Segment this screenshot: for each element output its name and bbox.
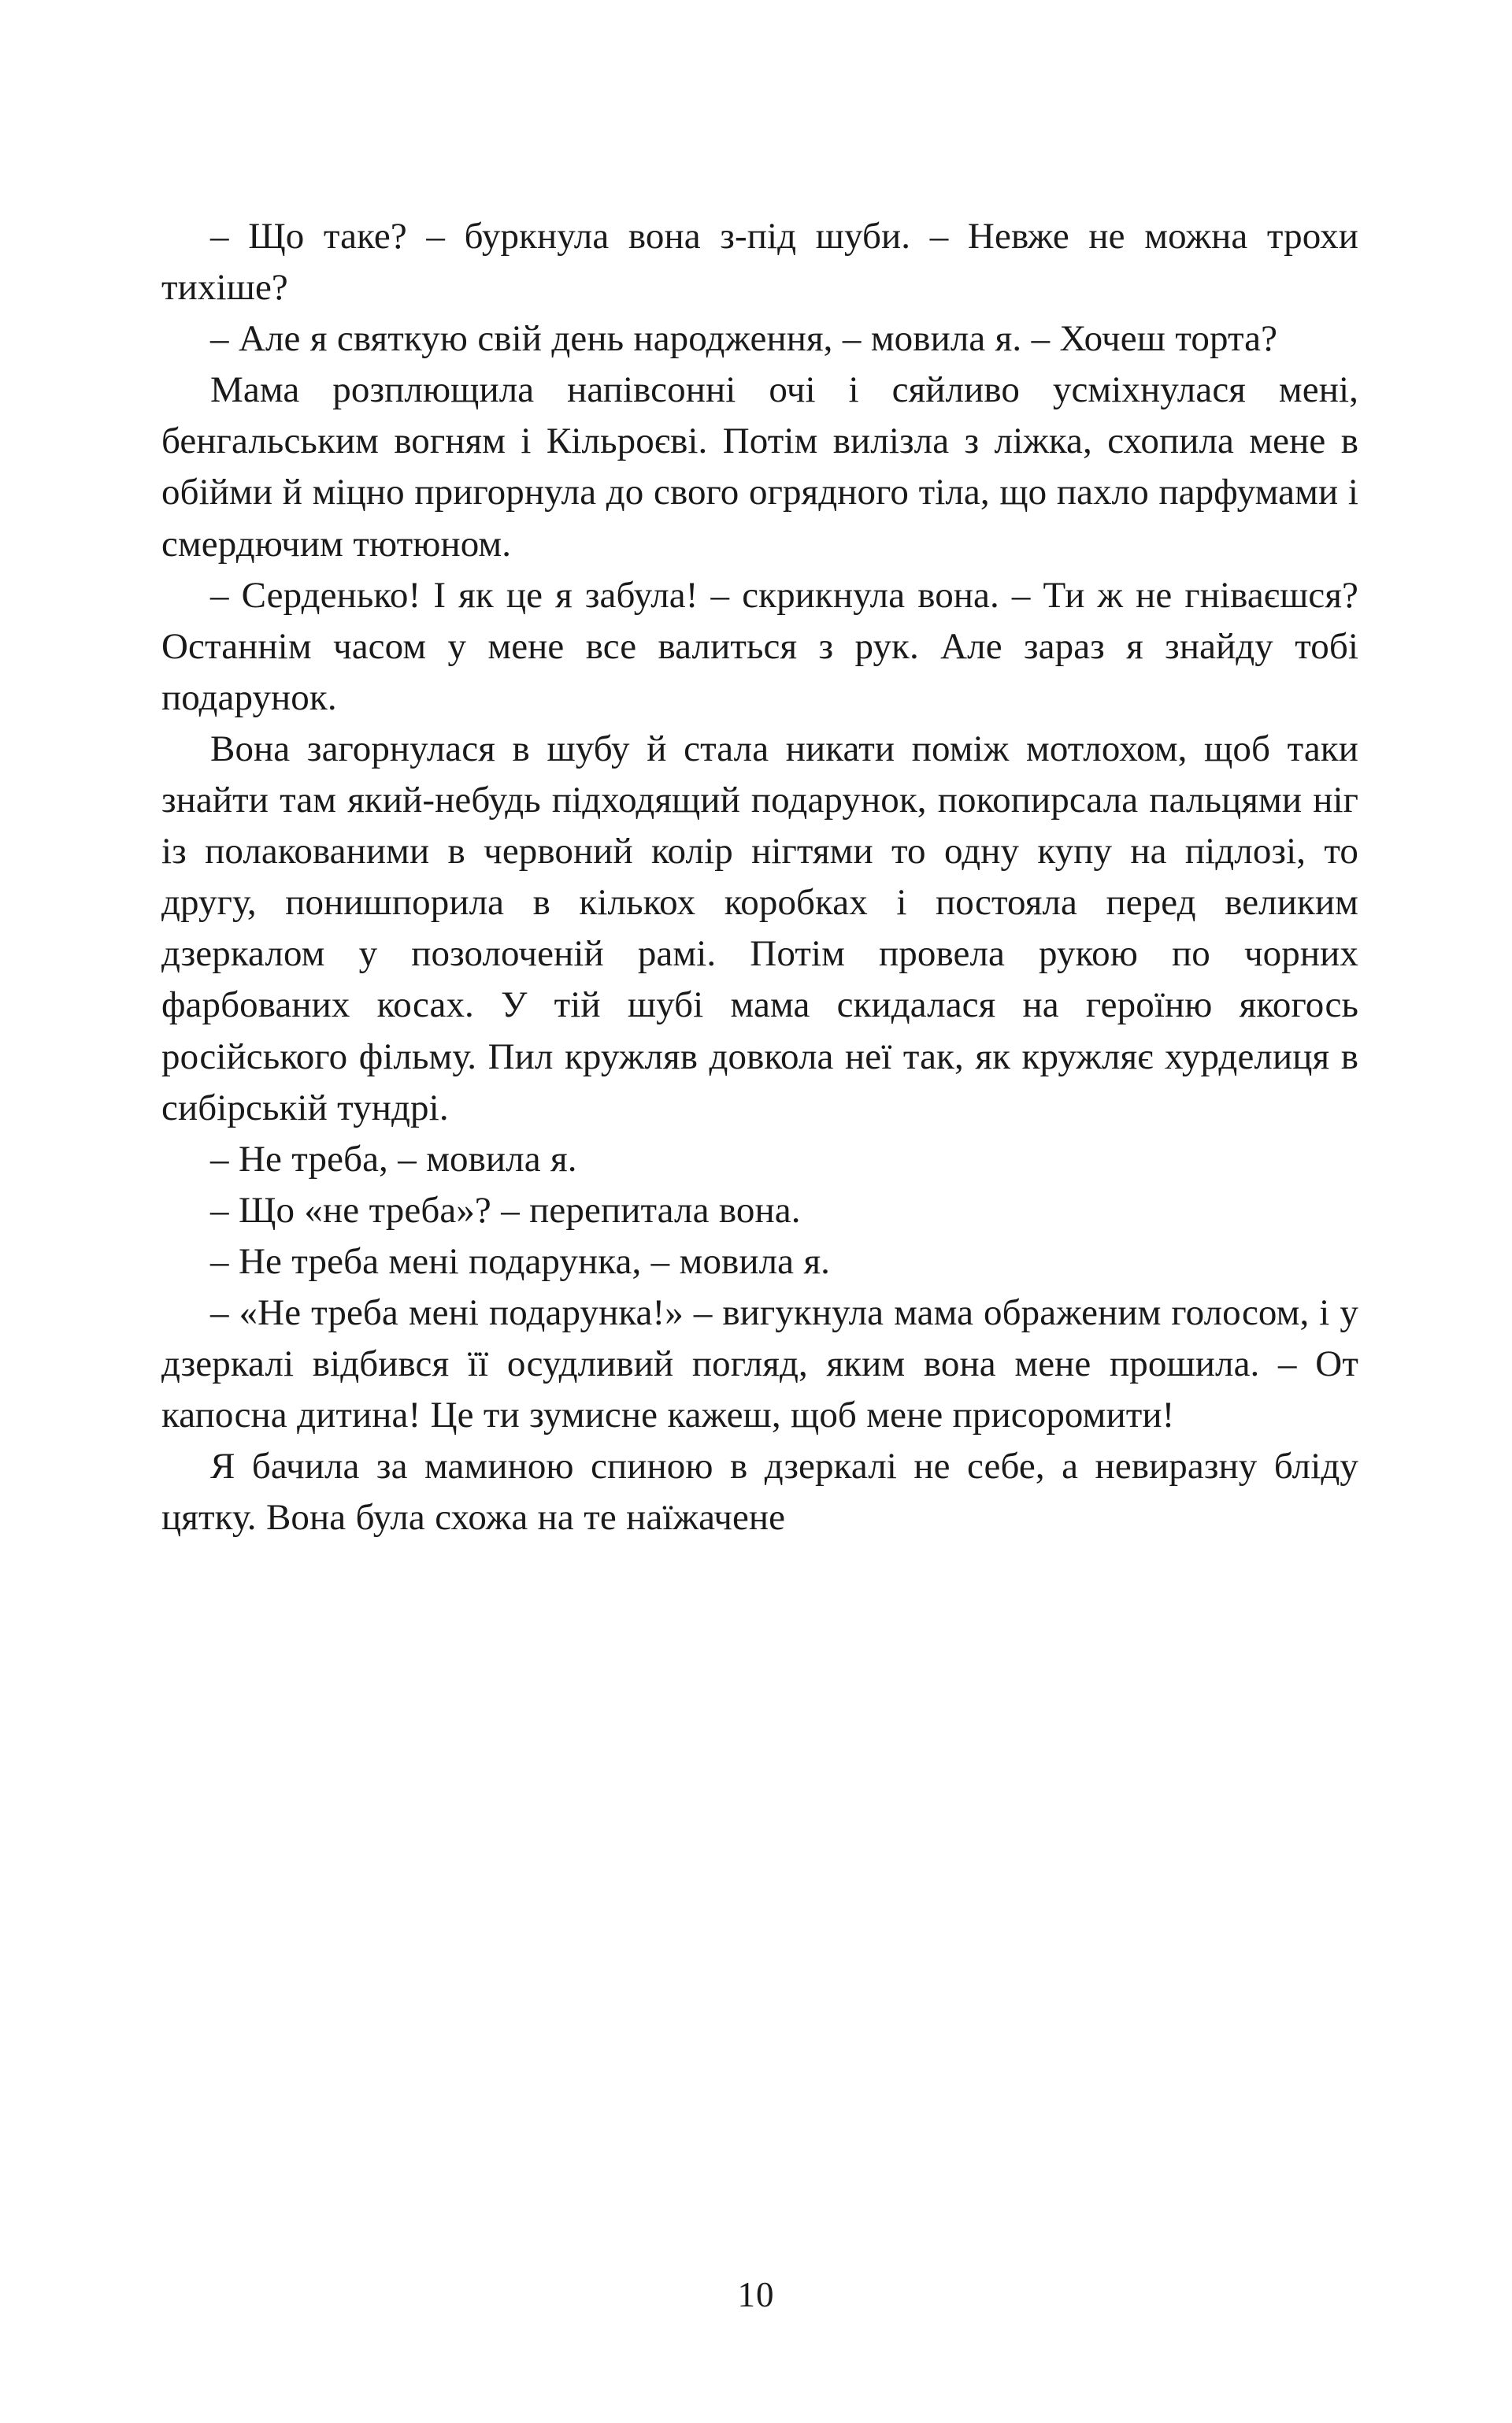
page-number: 10 — [737, 2275, 775, 2314]
paragraph: – Але я святкую свій день народження, – мовила я. – Хочеш торта? — [210, 318, 1278, 360]
paragraph: – Не треба мені подарунка, – мовила я. — [210, 1240, 831, 1282]
paragraph: – Серденько! І як це я забула! – скрикнула вона. – Ти ж не гніваєшся? Останнім часом у мене все валиться з рук. Але зараз я знайду тобі подарунок. — [161, 574, 1358, 718]
paragraph: – Що таке? – буркнула вона з-під шуби. – Невже не можна трохи тихіше? — [161, 216, 1358, 309]
paragraph: – Що «не треба»? – перепитала вона. — [210, 1189, 801, 1231]
body-text — [161, 211, 1358, 1543]
paragraph: Мама розплющила напівсонні очі і сяйливо усміхнулася мені, бенгальським вогням і Кільроєві. Потім вилізла з ліжка, схопила мене в обійми й міцно пригорнула до свого огрядного тіла, що пахло парфумами і смердючим тютюном. — [161, 369, 1358, 565]
paragraph: Я бачила за маминою спиною в дзеркалі не себе, а невиразну бліду цятку. Вона була схожа на те наїжачене — [161, 1446, 1358, 1539]
paragraph: – Не треба, – мовила я. — [210, 1138, 577, 1180]
paragraph: – «Не треба мені подарунка!» – вигукнула мама ображеним голосом, і у дзеркалі відбився її осудливий погляд, яким вона мене прошила. – От капосна дитина! Це ти зумисне кажеш, щоб мене присоромити! — [161, 1291, 1358, 1436]
paragraph: Вона загорнулася в шубу й стала никати поміж мотлохом, щоб таки знайти там який-небудь підходящий подарунок, покопирсала пальцями ніг із полакованими в червоний колір нігтями то одну купу на підлозі, то другу, понишпорила в кількох коробках і постояла перед великим дзеркалом у позолоченій рамі. Потім провела рукою по чорних фарбованих косах. У тій шубі мама скидалася на героїню якогось російського фільму. Пил кружляв довкола неї так, як кружляє хурделиця в сибірській тундрі. — [161, 728, 1358, 1128]
